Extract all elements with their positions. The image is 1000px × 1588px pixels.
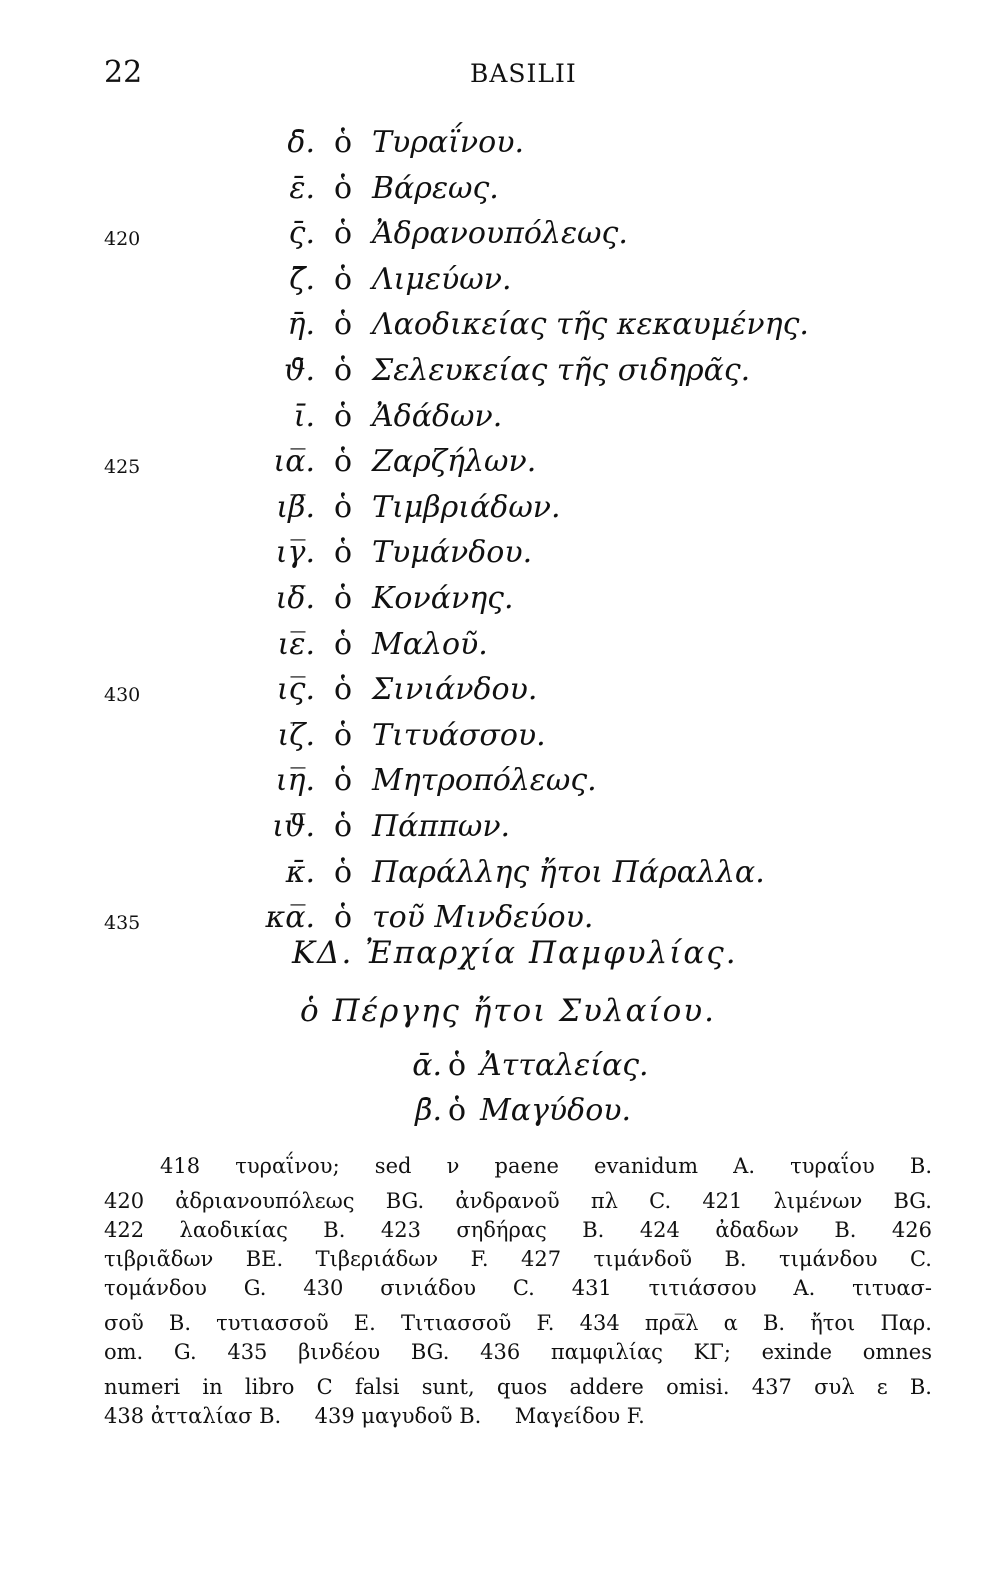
list-item [0,1093,1000,1133]
entry-numeral: β̄. [415,1093,442,1128]
entry-article: ὁ [334,763,353,799]
apparatus-entry: 422 λαοδικίας B. [104,1218,346,1242]
apparatus-entry: 436 παμφιλίας ΚΓ; exinde omnes [480,1340,932,1364]
list-item [0,627,1000,673]
entry-numeral: ιβ̅. [276,489,315,525]
entry-numeral: η̄. [287,307,315,343]
entry-article: ὁ [448,1093,467,1128]
entry-article: ὁ [334,489,353,525]
apparatus-entry: 435 βινδέου BG. [227,1340,450,1364]
list-item [0,353,1000,399]
apparatus-entry: Τιτιασσοῦ F. [400,1311,555,1335]
apparatus-line [104,1402,932,1431]
section-subheading: ὁ Πέργης ἤτοι Συλαίου. [300,993,716,1029]
entry-numeral: ιζ̅. [277,717,315,753]
entry-name: Μαγύδου. [480,1093,632,1128]
apparatus-line [104,1152,932,1181]
page-header [0,55,1000,95]
entry-article: ὁ [334,672,353,708]
entry-name: τοῦ Μινδεύου. [372,900,594,936]
entry-name: Λιμεύων. [372,261,512,297]
entry-article: ὁ [334,444,353,480]
entry-article: ὁ [334,808,353,844]
entry-numeral: δ̄. [287,125,315,160]
entry-name: Σελευκείας τῆς σιδηρᾶς. [372,352,751,388]
line-number: 430 [104,684,141,707]
apparatus-entry: 437 συλ ε B. [751,1375,932,1399]
entry-article: ὁ [334,125,353,160]
entry-numeral: ιε̅. [277,626,315,662]
apparatus-entry: τιτυασ- [852,1276,932,1300]
entry-numeral: ιγ̅. [275,535,315,571]
entry-name: Παράλλης ἤτοι Πάραλλα. [372,854,765,890]
entry-article: ὁ [334,216,353,252]
entry-numeral: κα̅. [265,900,315,936]
critical-apparatus [104,1152,932,1431]
bishopric-list [0,125,1000,946]
entry-article: ὁ [334,535,353,571]
apparatus-entry: ἀνδρανοῦ πλ C. [455,1189,672,1213]
entry-name: Τυραΐνου. [372,125,524,160]
apparatus-entry: om. G. [104,1340,197,1364]
apparatus-entry: τιβριᾶδων BE. [104,1247,284,1271]
entry-article: ὁ [334,626,353,662]
entry-numeral: ις̅. [276,672,315,708]
entry-numeral: ε̄. [289,170,315,206]
list-item [0,763,1000,809]
entry-name: Σινιάνδου. [372,672,538,708]
list-item [0,1048,1000,1088]
entry-article: ὁ [334,580,353,616]
line-number: 435 [104,912,141,935]
list-item [0,444,1000,490]
apparatus-entry: τιμάνδου C. [779,1247,932,1271]
apparatus-entry: τομάνδου G. [104,1276,267,1300]
list-item [0,809,1000,855]
list-item [0,399,1000,445]
apparatus-entry: Τιβεριάδων F. [315,1247,489,1271]
entry-name: Τιτυάσσου. [372,717,546,753]
section-heading: ΚΔ. Ἐπαρχία Παμφυλίας. [292,935,738,971]
list-item [0,718,1000,764]
entry-article: ὁ [448,1048,467,1083]
apparatus-line [104,1187,932,1216]
apparatus-entry: 439 μαγυδοῦ B. [314,1404,482,1428]
apparatus-line [104,1245,932,1274]
entry-name: Κονάνης. [372,580,514,616]
running-title: BASILII [470,59,577,88]
apparatus-entry: 434 πρα̅λ α B. [579,1311,786,1335]
entry-numeral: ια̅. [273,444,315,480]
apparatus-entry: τυτιασσοῦ E. [216,1311,376,1335]
list-item [0,855,1000,901]
entry-numeral: ιδ̅. [275,580,315,616]
list-item [0,672,1000,718]
entry-article: ὁ [334,398,353,434]
entry-name: Ἀτταλείας. [480,1048,649,1083]
apparatus-entry: 420 ἀδριανουπόλεως BG. [104,1189,425,1213]
apparatus-entry: 418 τυραΐνου; sed ν paene evanidum A. τυραΐου B. [160,1154,932,1178]
entry-name: Ζαρζήλων. [372,444,537,480]
line-number: 425 [104,456,141,479]
entry-numeral: ιϑ̅. [272,808,315,844]
list-item [0,307,1000,353]
entry-name: Τιμβριάδων. [372,489,561,525]
entry-numeral: ϑ̄. [284,352,315,388]
apparatus-entry: 431 τιτιάσσου A. [571,1276,816,1300]
apparatus-line [104,1338,932,1367]
entry-article: ὁ [334,170,353,206]
apparatus-line [104,1216,932,1245]
list-item [0,216,1000,262]
entry-article: ὁ [334,352,353,388]
entry-article: ὁ [334,261,353,297]
list-item [0,490,1000,536]
list-item [0,581,1000,627]
entry-name: Ἀδάδων. [372,398,503,434]
entry-name: Ἀδρανουπόλεως. [372,216,628,252]
apparatus-entry: 438 ἀτταλίασ B. [104,1404,282,1428]
list-item [0,262,1000,308]
apparatus-entry: 421 λιμένων BG. [702,1189,932,1213]
apparatus-entry: σοῦ B. [104,1311,191,1335]
apparatus-entry: 427 τιμάνδοῦ B. [521,1247,747,1271]
apparatus-line [104,1309,932,1338]
line-number: 420 [104,228,141,251]
entry-name: Βάρεως. [372,170,499,206]
page-number: 22 [104,55,143,90]
apparatus-entry: ἤτοι Παρ. [810,1311,932,1335]
entry-name: Τυμάνδου. [372,535,533,571]
apparatus-entry: 430 σινιάδου C. [303,1276,535,1300]
entry-numeral: ιη̅. [275,763,315,799]
list-item [0,171,1000,217]
apparatus-entry: 424 ἀδαδων B. [639,1218,857,1242]
apparatus-line [104,1274,932,1303]
list-item [0,535,1000,581]
entry-article: ὁ [334,307,353,343]
entry-numeral: ζ̄. [289,261,315,297]
entry-numeral: ς̄. [288,216,315,252]
entry-article: ὁ [334,900,353,936]
entry-numeral: ῑ. [293,398,315,434]
entry-name: Μαλοῦ. [372,626,488,662]
apparatus-entry: numeri in libro C falsi sunt, quos addere omisi. [104,1375,730,1399]
entry-numeral: κ̄. [285,854,315,890]
entry-numeral: ᾱ. [412,1048,442,1083]
list-item [0,125,1000,171]
apparatus-entry: Μαγείδου F. [514,1404,645,1428]
apparatus-line [104,1373,932,1402]
apparatus-entry: 423 σηδήρας B. [380,1218,605,1242]
apparatus-entry: 426 [891,1218,932,1242]
entry-name: Μητροπόλεως. [372,763,597,799]
entry-name: Λαοδικείας τῆς κεκαυμένης. [372,307,809,343]
entry-article: ὁ [334,854,353,890]
entry-article: ὁ [334,717,353,753]
entry-name: Πάππων. [372,808,511,844]
